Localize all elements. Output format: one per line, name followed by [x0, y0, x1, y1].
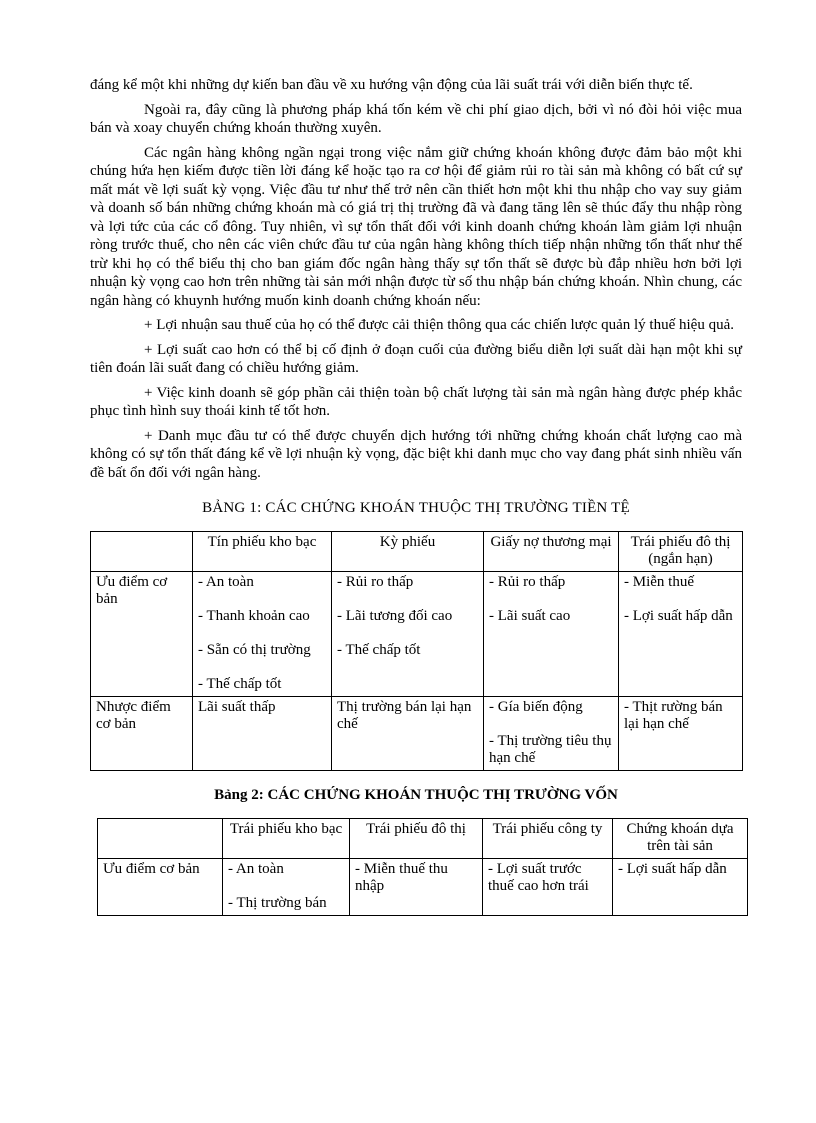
table1-header-row	[91, 532, 743, 572]
cell-line: - Lợi suất trước thuế cao hơn trái	[488, 861, 589, 894]
paragraph-3: Các ngân hàng không ngần ngại trong việc nắm giữ chứng khoán không được đảm bảo một khi chúng hứa hẹn kiếm được tiền lời đáng kể hoặc tạo ra cơ hội để giảm rủi ro tài sản mà không có bất cứ sự mất mát về lợi suất kỳ vọng. Việc đầu tư như thế trở nên cần thiết hơn một khi thu nhập cho vay suy giảm và doanh số bán những chứng khoán mà có giá trị thị trường đã và đang tăng lên sẽ thúc đẩy thu nhập ròng và lợi tức của các cổ đông. Tuy nhiên, vì sự tổn thất đối với kinh doanh chứng khoán làm giảm lợi nhuận ròng trước thuế, cho nên các viên chức đầu tư của ngân hàng không thích tiếp nhận những tổn thất như thế trừ khi họ có thể biểu thị cho ban giám đốc ngân hàng thấy sự tổn thất sẽ được bù đắp nhiều hơn bởi lợi nhuận kỳ vọng cao hơn trên những tài sản mới nhận được từ số thu nhập bán chứng khoán. Nhìn chung, các ngân hàng có khuynh hướng muốn kinh doanh chứng khoán nếu:	[90, 144, 742, 309]
bullet-4: + Danh mục đầu tư có thể được chuyển dịch hướng tới những chứng khoán chất lượng cao mà không có sự tổn thất đáng kể về lợi nhuận kỳ vọng, đặc biệt khi danh mục cho vay đang phát sinh nhiều vấn đề bất ổn đối với ngân hàng.	[90, 427, 742, 481]
table1-cell	[619, 697, 743, 771]
table1-cell	[193, 572, 332, 697]
paragraph-2: Ngoài ra, đây cũng là phương pháp khá tốn kém về chi phí giao dịch, bởi vì nó đòi hỏi việc mua bán và xoay chuyển chứng khoán thường xuyên.	[90, 101, 742, 136]
cell-line: - Thế chấp tốt	[337, 642, 421, 658]
cell-line: - Rủi ro thấp	[489, 574, 566, 590]
cell-line: - Lãi tương đối cao	[337, 608, 453, 624]
table2-cell	[613, 859, 748, 916]
cell-line: - Gía biến động	[489, 699, 583, 715]
table1-cell	[193, 697, 332, 771]
table2-header-row	[98, 819, 748, 859]
bullet-2: + Lợi suất cao hơn có thể bị cố định ở đoạn cuối của đường biểu diễn lợi suất dài hạn một khi sự tiên đoán lãi suất đang có chiều hướng giảm.	[90, 341, 742, 376]
cell-line: - Thị trường bán	[228, 895, 327, 911]
cell-line: - Lãi suất cao	[489, 608, 571, 624]
table1-header-municipal-bonds: Trái phiếu đô thị (ngắn hạn)	[619, 532, 743, 572]
table2-advantages-row	[98, 859, 748, 916]
table1-cell	[484, 572, 619, 697]
cell-line: - Miễn thuế	[624, 574, 694, 590]
cell-line: - Rủi ro thấp	[337, 574, 414, 590]
table1-row-label: Ưu điểm cơ bản	[91, 572, 193, 697]
bullet-3: + Việc kinh doanh sẽ góp phần cải thiện toàn bộ chất lượng tài sản mà ngân hàng được phép khắc phục tình hình suy thoái kinh tế tốt hơn.	[90, 384, 742, 419]
cell-line: - Thị trường tiêu thụ hạn chế	[489, 733, 612, 766]
cell-line: - Miễn thuế thu nhập	[355, 861, 448, 894]
table2-header-corner	[98, 819, 223, 859]
table2-cell	[483, 859, 613, 916]
money-market-table	[90, 531, 743, 771]
document-page	[90, 76, 742, 916]
cell-line: - Lợi suất hấp dẫn	[618, 861, 727, 877]
table2-cell	[350, 859, 483, 916]
table1-row-label: Nhược điểm cơ bản	[91, 697, 193, 771]
table1-disadvantages-row	[91, 697, 743, 771]
table1-header-promissory-notes: Kỳ phiếu	[332, 532, 484, 572]
table2-cell	[223, 859, 350, 916]
cell-line: Thị trường bán lại hạn chế	[337, 699, 472, 732]
capital-market-table	[97, 818, 748, 916]
table2-header-treasury-bonds: Trái phiếu kho bạc	[223, 819, 350, 859]
table2-row-label: Ưu điểm cơ bản	[98, 859, 223, 916]
table1-header-treasury-bills: Tín phiếu kho bạc	[193, 532, 332, 572]
table2-caption: Bảng 2: CÁC CHỨNG KHOÁN THUỘC THỊ TRƯỜNG VỐN	[214, 787, 618, 803]
table1-cell	[484, 697, 619, 771]
table1-header-corner	[91, 532, 193, 572]
table1-cell	[619, 572, 743, 697]
table2-header-asset-backed: Chứng khoán dựa trên tài sản	[613, 819, 748, 859]
table1-advantages-row	[91, 572, 743, 697]
cell-line: - Thịt rường bán lại hạn chế	[624, 699, 723, 732]
cell-line: - Thế chấp tốt	[198, 676, 282, 692]
bullet-1: + Lợi nhuận sau thuế của họ có thể được cải thiện thông qua các chiến lược quản lý thuế hiệu quả.	[144, 317, 734, 333]
cell-line: - Lợi suất hấp dẫn	[624, 608, 733, 624]
table2-header-corporate-bonds: Trái phiếu công ty	[483, 819, 613, 859]
cell-line: - An toàn	[198, 574, 254, 590]
table1-cell	[332, 697, 484, 771]
table2-header-municipal-bonds: Trái phiếu đô thị	[350, 819, 483, 859]
table1-header-commercial-paper: Giấy nợ thương mại	[484, 532, 619, 572]
cell-line: - Sẵn có thị trường	[198, 642, 311, 658]
cell-line: - Thanh khoản cao	[198, 608, 310, 624]
cell-line: Lãi suất thấp	[198, 699, 276, 715]
table1-caption: BẢNG 1: CÁC CHỨNG KHOÁN THUỘC THỊ TRƯỜNG TIỀN TỆ	[202, 500, 630, 516]
table1-cell	[332, 572, 484, 697]
paragraph-1: đáng kể một khi những dự kiến ban đầu về xu hướng vận động của lãi suất trái với diễn biến thực tế.	[90, 77, 693, 93]
cell-line: - An toàn	[228, 861, 284, 877]
